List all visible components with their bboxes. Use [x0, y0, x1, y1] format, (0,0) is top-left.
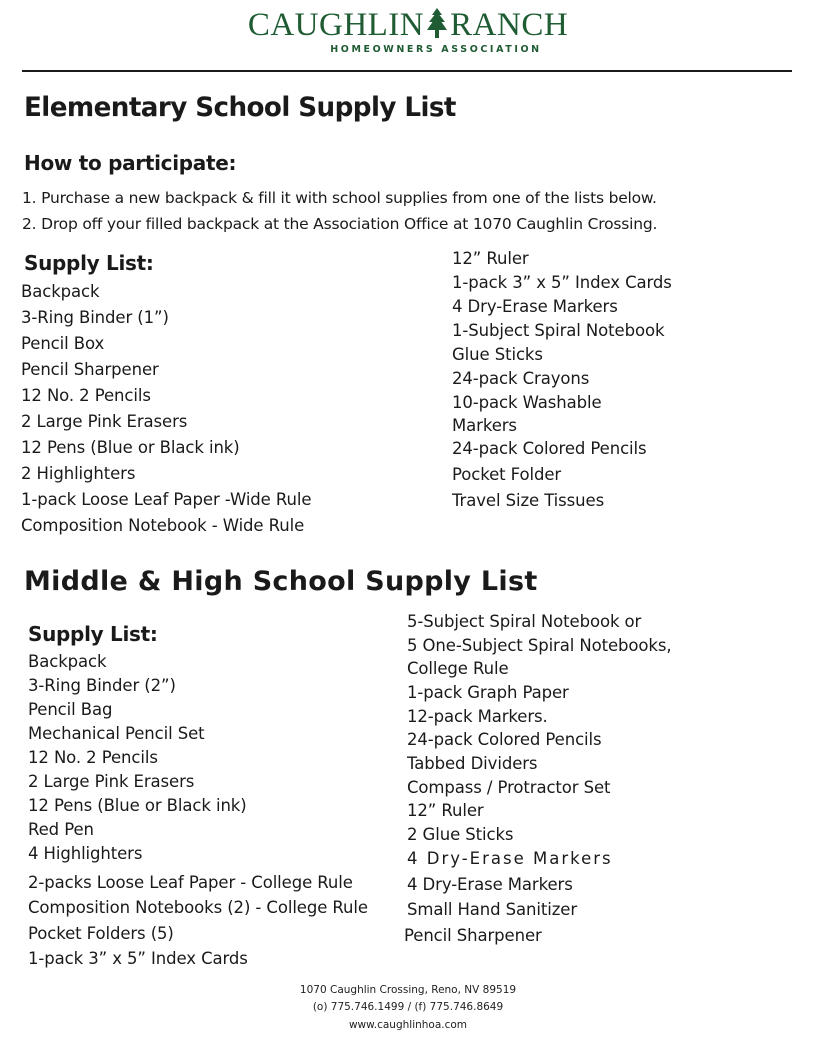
list-item: 2 Large Pink Erasers	[21, 412, 188, 431]
header-divider	[22, 70, 792, 72]
list-item: Composition Notebook - Wide Rule	[21, 516, 305, 535]
list-item: Backpack	[21, 282, 100, 301]
middle-high-title: Middle & High School Supply List	[24, 566, 538, 597]
list-item: 1-pack Graph Paper	[407, 683, 569, 702]
list-item: Pencil Sharpener	[404, 926, 542, 945]
logo-subtitle: HOMEOWNERS ASSOCIATION	[330, 44, 542, 55]
list-item: Markers	[452, 416, 517, 435]
list-item: 1-pack 3” x 5” Index Cards	[452, 273, 672, 292]
list-item: 4 Dry-Erase Markers	[407, 849, 613, 868]
list-item: 12” Ruler	[452, 249, 529, 268]
middle-supply-left-list	[28, 652, 368, 974]
list-item: Travel Size Tissues	[452, 491, 605, 510]
list-item: Glue Sticks	[452, 345, 543, 364]
list-item: 12 No. 2 Pencils	[28, 748, 158, 767]
list-item: 24-pack Colored Pencils	[407, 730, 602, 749]
middle-supply-heading: Supply List:	[28, 622, 158, 646]
middle-supply-right-list	[404, 612, 672, 951]
list-item: Pocket Folder	[452, 465, 562, 484]
list-item: 12” Ruler	[407, 801, 484, 820]
logo	[0, 6, 816, 44]
list-item: 10-pack Washable	[452, 393, 602, 412]
list-item: 1-pack 3” x 5” Index Cards	[28, 949, 248, 968]
list-item: 2-packs Loose Leaf Paper - College Rule	[28, 873, 353, 892]
logo-word-left: CAUGHLIN	[247, 6, 425, 43]
list-item: Pencil Sharpener	[21, 360, 159, 379]
list-item: Pencil Box	[21, 334, 105, 353]
list-item: Composition Notebooks (2) - College Rule	[28, 898, 368, 917]
list-item: Small Hand Sanitizer	[407, 900, 578, 919]
list-item: College Rule	[407, 659, 509, 678]
elementary-supply-heading: Supply List:	[24, 251, 154, 275]
pine-tree-icon	[425, 7, 449, 41]
participate-step-1: 1. Purchase a new backpack & fill it with school supplies from one of the lists below.	[22, 189, 657, 207]
page-title: Elementary School Supply List	[24, 92, 456, 123]
list-item: Red Pen	[28, 820, 94, 839]
list-item: 1-Subject Spiral Notebook	[452, 321, 665, 340]
list-item: 5 One-Subject Spiral Notebooks,	[407, 636, 672, 655]
list-item: 4 Highlighters	[28, 844, 143, 863]
list-item: Backpack	[28, 652, 107, 671]
elementary-supply-left-list	[21, 282, 311, 542]
list-item: 2 Highlighters	[21, 464, 136, 483]
list-item: 12 Pens (Blue or Black ink)	[28, 796, 247, 815]
list-item: 24-pack Colored Pencils	[452, 439, 647, 458]
footer-phone: (o) 775.746.1499 / (f) 775.746.8649	[312, 1001, 504, 1013]
list-item: 3-Ring Binder (1”)	[21, 308, 169, 327]
list-item: 12 No. 2 Pencils	[21, 386, 151, 405]
elementary-supply-right-list	[452, 249, 672, 517]
list-item: 5-Subject Spiral Notebook or	[407, 612, 642, 631]
list-item: Pencil Bag	[28, 700, 113, 719]
list-item: 3-Ring Binder (2”)	[28, 676, 176, 695]
logo-word-right: RANCH	[450, 6, 569, 43]
list-item: 24-pack Crayons	[452, 369, 590, 388]
list-item: 12-pack Markers.	[407, 707, 548, 726]
footer-address: 1070 Caughlin Crossing, Reno, NV 89519	[299, 984, 517, 996]
list-item: Pocket Folders (5)	[28, 924, 174, 943]
participate-step-2: 2. Drop off your filled backpack at the Association Office at 1070 Caughlin Crossing.	[22, 215, 658, 233]
list-item: Tabbed Dividers	[407, 754, 538, 773]
list-item: 12 Pens (Blue or Black ink)	[21, 438, 240, 457]
list-item: 2 Glue Sticks	[407, 825, 514, 844]
list-item: 4 Dry-Erase Markers	[452, 297, 618, 316]
participate-heading: How to participate:	[24, 151, 237, 175]
list-item: 2 Large Pink Erasers	[28, 772, 195, 791]
list-item: Mechanical Pencil Set	[28, 724, 205, 743]
list-item: 1-pack Loose Leaf Paper -Wide Rule	[21, 490, 312, 509]
footer-website[interactable]: www.caughlinhoa.com	[348, 1019, 468, 1031]
list-item: Compass / Protractor Set	[407, 778, 611, 797]
list-item: 4 Dry-Erase Markers	[407, 875, 573, 894]
